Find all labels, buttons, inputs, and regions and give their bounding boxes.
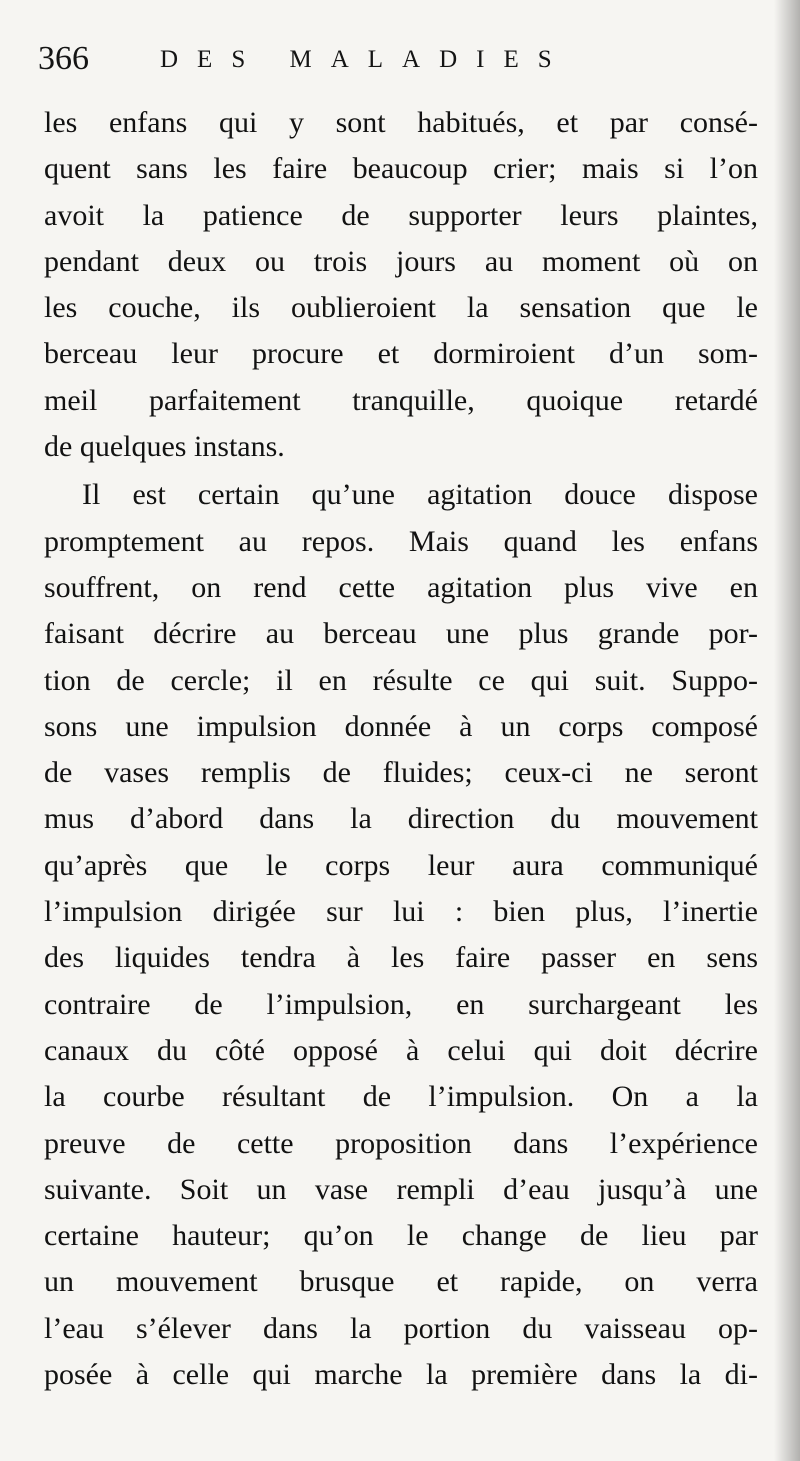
- text-line: l’eau s’élever dans la portion du vaisseau op-: [44, 1311, 758, 1345]
- text-line: l’impulsion dirigée sur lui : bien plus, l’inertie: [44, 895, 758, 929]
- text-line: avoit la patience de supporter leurs plaintes,: [44, 198, 758, 232]
- text-line: sons une impulsion donnée à un corps composé: [44, 709, 758, 743]
- text-line: tion de cercle; il en résulte ce qui suit. Suppo-: [44, 663, 758, 697]
- text-line: posée à celle qui marche la première dans la di-: [44, 1358, 758, 1392]
- text-line: meil parfaitement tranquille, quoique retardé: [44, 383, 758, 417]
- text-line: qu’après que le corps leur aura communiqué: [44, 848, 758, 882]
- text-line: un mouvement brusque et rapide, on verra: [44, 1265, 758, 1299]
- text-line: Il est certain qu’une agitation douce dispose: [82, 478, 758, 512]
- text-line: les enfans qui y sont habitués, et par consé-: [44, 106, 758, 139]
- text-line: certaine hauteur; qu’on le change de lieu par: [44, 1219, 758, 1253]
- text-line: promptement au repos. Mais quand les enfans: [44, 524, 758, 558]
- text-line: mus d’abord dans la direction du mouvement: [44, 802, 758, 836]
- page-edge-shadow: [774, 0, 800, 1461]
- body-text: [44, 100, 758, 1398]
- text-line: pendant deux ou trois jours au moment où on: [44, 244, 758, 278]
- page-number: 366: [38, 40, 89, 77]
- text-line: souffrent, on rend cette agitation plus vive en: [44, 570, 758, 604]
- page-header: [38, 40, 778, 90]
- text-line: de vases remplis de fluides; ceux-ci ne seront: [44, 756, 758, 790]
- text-line: des liquides tendra à les faire passer en sens: [44, 941, 758, 975]
- text-line: faisant décrire au berceau une plus grande por-: [44, 617, 758, 651]
- text-line: la courbe résultant de l’impulsion. On a la: [44, 1080, 758, 1114]
- text-line: contraire de l’impulsion, en surchargeant les: [44, 987, 758, 1021]
- text-line: suivante. Soit un vase rempli d’eau jusqu’à une: [44, 1172, 758, 1206]
- text-line: de quelques instans.: [44, 430, 285, 464]
- text-line: canaux du côté opposé à celui qui doit décrire: [44, 1033, 758, 1067]
- text-line: berceau leur procure et dormiroient d’un som-: [44, 337, 758, 371]
- running-title: DES MALADIES: [160, 46, 571, 73]
- text-line: quent sans les faire beaucoup crier; mais si l’on: [44, 152, 758, 186]
- text-line: preuve de cette proposition dans l’expérience: [44, 1126, 758, 1160]
- text-line: les couche, ils oublieroient la sensation que le: [44, 291, 758, 325]
